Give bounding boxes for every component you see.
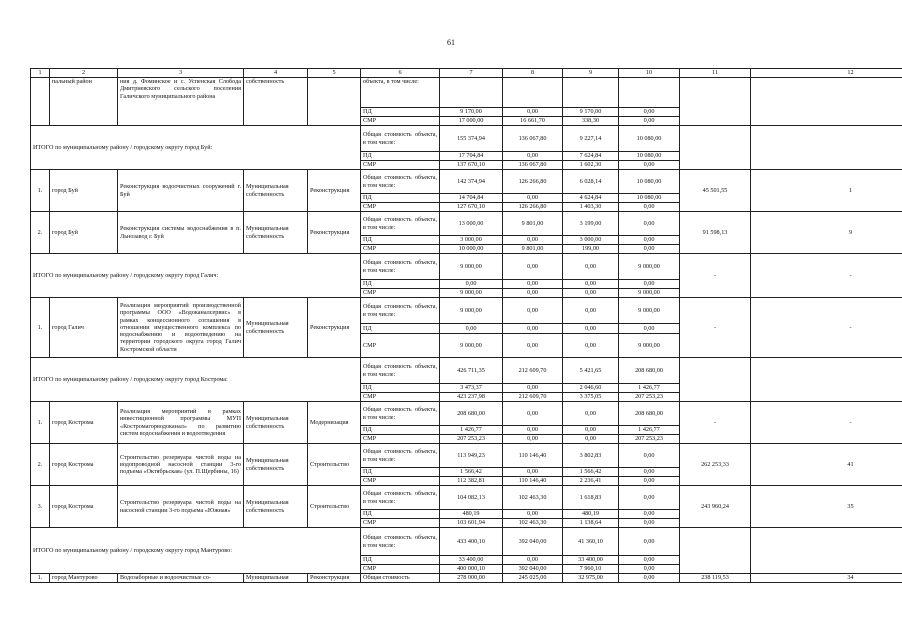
- count-cell: 34: [751, 574, 902, 583]
- value-cell: 208 680,00: [619, 358, 680, 384]
- value-cell: 110 146,40: [503, 477, 563, 486]
- value-cell: 0,00: [563, 334, 619, 358]
- investment-table: [30, 68, 902, 583]
- value-cell: 0,00: [619, 117, 680, 126]
- subtotal-row: [31, 126, 902, 152]
- value-cell: 480,19: [563, 510, 619, 519]
- value-cell: 338,30: [563, 117, 619, 126]
- value-cell: 0,00: [619, 108, 680, 117]
- subtotal-title: ИТОГО по муниципальному району / городскому округу город Мантурово:: [31, 528, 361, 574]
- value-cell: 2 046,60: [563, 384, 619, 393]
- row-number: 1.: [31, 402, 50, 444]
- value-cell: 1 138,64: [563, 519, 619, 528]
- value-cell: 0,00: [503, 435, 563, 444]
- value-cell: 208 680,00: [440, 402, 503, 426]
- header-cell: 8: [503, 69, 563, 78]
- district-cell: город Кострома: [50, 486, 118, 528]
- value-cell: 400 000,10: [440, 565, 503, 574]
- pd-label: ПД: [361, 152, 440, 161]
- subtotal-row: [31, 358, 902, 384]
- value-cell: 1 403,30: [563, 203, 619, 212]
- value-cell: 207 253,23: [619, 435, 680, 444]
- value-cell: 0,00: [503, 236, 563, 245]
- value-cell: 0,00: [563, 298, 619, 324]
- header-cell: 3: [118, 69, 244, 78]
- header-cell: 11: [680, 69, 751, 78]
- value-cell: 17 000,00: [440, 117, 503, 126]
- value-cell: 212 609,70: [503, 358, 563, 384]
- object-description: Реализация мероприятий в рамках инвестиционной программы МУП «Костромагорводоканал» по развитию систем водоснабжения и водоотведения: [118, 402, 244, 444]
- pd-label: ПД: [361, 194, 440, 203]
- value-cell: 0,00: [503, 152, 563, 161]
- capacity-cell: -: [680, 298, 751, 358]
- value-cell: 9 170,00: [563, 108, 619, 117]
- district-cell: город Буй: [50, 170, 118, 212]
- table-row: [31, 78, 902, 108]
- value-cell: 0,00: [619, 510, 680, 519]
- smr-label: СМР: [361, 393, 440, 402]
- work-type-cell: Реконструкция: [308, 212, 361, 254]
- smr-label: СМР: [361, 519, 440, 528]
- object-description: Строительство резервуара чистой воды на водопроводной насосной станции 3-го подъема «Октябрьская» (ул. П.Щербины, 16): [118, 444, 244, 486]
- value-cell: 0,00: [563, 435, 619, 444]
- value-cell: 423 237,98: [440, 393, 503, 402]
- district-cell: пальный район: [50, 78, 118, 126]
- row-number: 1.: [31, 574, 50, 583]
- object-description: Строительство резервуара чистой воды на насосной станции 3-го подъема «Южная»: [118, 486, 244, 528]
- value-cell: 245 025,00: [503, 574, 563, 583]
- value-cell: 10 080,00: [619, 170, 680, 194]
- value-cell: 0,00: [503, 108, 563, 117]
- value-cell: 13 000,00: [440, 212, 503, 236]
- pd-label: ПД: [361, 108, 440, 117]
- cost-label: объекта, в том числе:: [361, 78, 440, 108]
- value-cell: 0,00: [619, 245, 680, 254]
- subtotal-row: [31, 528, 902, 556]
- value-cell: 102 463,30: [503, 519, 563, 528]
- value-cell: 0,00: [440, 324, 503, 334]
- table-row: [31, 298, 902, 324]
- cost-label: Общая стоимость: [361, 574, 440, 583]
- pd-label: ПД: [361, 426, 440, 435]
- value-cell: 0,00: [503, 334, 563, 358]
- cost-label: Общая стоимость объекта, в том числе:: [361, 402, 440, 426]
- table-row: [31, 444, 902, 468]
- value-cell: 0,00: [503, 289, 563, 298]
- ownership-cell: собственность: [244, 78, 308, 126]
- value-cell: 0,00: [503, 510, 563, 519]
- value-cell: 0,00: [619, 556, 680, 565]
- value-cell: 0,00: [563, 280, 619, 289]
- value-cell: 1 566,42: [440, 468, 503, 477]
- table-row: [31, 402, 902, 426]
- ownership-cell: Муниципальная собственность: [244, 402, 308, 444]
- table-row: [31, 212, 902, 236]
- value-cell: 3 375,05: [563, 393, 619, 402]
- value-cell: 0,00: [619, 212, 680, 236]
- count-cell: -: [751, 298, 902, 358]
- pd-label: ПД: [361, 510, 440, 519]
- value-cell: 0,00: [563, 289, 619, 298]
- value-cell: 9 000,00: [619, 254, 680, 280]
- value-cell: 41 360,10: [563, 528, 619, 556]
- cost-label: Общая стоимость объекта, в том числе:: [361, 486, 440, 510]
- value-cell: 208 680,00: [619, 402, 680, 426]
- value-cell: 0,00: [619, 236, 680, 245]
- value-cell: 3 802,83: [563, 444, 619, 468]
- value-cell: 207 253,23: [619, 393, 680, 402]
- value-cell: 0,00: [503, 280, 563, 289]
- value-cell: 426 711,35: [440, 358, 503, 384]
- value-cell: 480,19: [440, 510, 503, 519]
- district-cell: город Мантурово: [50, 574, 118, 583]
- value-cell: 9 000,00: [619, 289, 680, 298]
- table-row: [31, 170, 902, 194]
- value-cell: 0,00: [619, 280, 680, 289]
- pd-label: ПД: [361, 236, 440, 245]
- value-cell: 3 199,00: [563, 212, 619, 236]
- value-cell: 1 426,77: [619, 426, 680, 435]
- value-cell: 0,00: [503, 384, 563, 393]
- value-cell: 207 253,23: [440, 435, 503, 444]
- value-cell: 0,00: [563, 402, 619, 426]
- value-cell: 9 000,00: [440, 289, 503, 298]
- row-number: 1.: [31, 298, 50, 358]
- cost-label: Общая стоимость объекта, в том числе:: [361, 170, 440, 194]
- value-cell: 9 000,00: [619, 334, 680, 358]
- work-type-cell: Строительство: [308, 444, 361, 486]
- header-cell: 7: [440, 69, 503, 78]
- value-cell: 0,00: [619, 203, 680, 212]
- value-cell: 33 400,00: [563, 556, 619, 565]
- object-description: Реконструкция системы водоснабжения в п. Льнозавод г. Буй: [118, 212, 244, 254]
- header-cell: 12: [751, 69, 902, 78]
- value-cell: 7 624,84: [563, 152, 619, 161]
- value-cell: 0,00: [503, 426, 563, 435]
- header-cell: 4: [244, 69, 308, 78]
- value-cell: 7 960,10: [563, 565, 619, 574]
- count-cell: -: [751, 402, 902, 444]
- work-type-cell: Строительство: [308, 486, 361, 528]
- count-cell: 9: [751, 212, 902, 254]
- value-cell: 113 949,23: [440, 444, 503, 468]
- subtotal-title: ИТОГО по муниципальному району / городскому округу город Галич:: [31, 254, 361, 298]
- value-cell: 103 601,94: [440, 519, 503, 528]
- value-cell: 1 618,83: [563, 486, 619, 510]
- ownership-cell: Муниципальная собственность: [244, 486, 308, 528]
- value-cell: 6 028,14: [563, 170, 619, 194]
- value-cell: 9 170,00: [440, 108, 503, 117]
- object-description: Реконструкция водоочистных сооружений г. Буй: [118, 170, 244, 212]
- value-cell: 9 227,14: [563, 126, 619, 152]
- value-cell: 16 661,70: [503, 117, 563, 126]
- cost-label: Общая стоимость объекта, в том числе:: [361, 298, 440, 324]
- value-cell: 0,00: [619, 574, 680, 583]
- capacity-cell: 238 119,53: [680, 574, 751, 583]
- value-cell: 127 670,10: [440, 203, 503, 212]
- value-cell: 2 236,41: [563, 477, 619, 486]
- work-type-cell: Модернизация: [308, 402, 361, 444]
- value-cell: 199,00: [563, 245, 619, 254]
- value-cell: 9 000,00: [440, 254, 503, 280]
- value-cell: 136 067,80: [503, 126, 563, 152]
- district-cell: город Кострома: [50, 402, 118, 444]
- value-cell: 104 082,13: [440, 486, 503, 510]
- value-cell: 9 801,00: [503, 245, 563, 254]
- value-cell: 126 266,80: [503, 170, 563, 194]
- cost-label: Общая стоимость объекта, в том числе:: [361, 358, 440, 384]
- value-cell: 110 146,40: [503, 444, 563, 468]
- value-cell: 0,00: [619, 528, 680, 556]
- object-description: Реализация мероприятий производственной программы ООО «Водоканалсервис» в рамках концессионного соглашения в отношении имущественного комплекса по водоснабжению и водоотведению на территории городского округа город Галич Костромской области: [118, 298, 244, 358]
- capacity-cell: 91 598,13: [680, 212, 751, 254]
- value-cell: 9 000,00: [619, 298, 680, 324]
- value-cell: 0,00: [619, 519, 680, 528]
- value-cell: 17 704,84: [440, 152, 503, 161]
- value-cell: 0,00: [503, 556, 563, 565]
- value-cell: 0,00: [503, 254, 563, 280]
- value-cell: 0,00: [563, 254, 619, 280]
- value-cell: 0,00: [440, 280, 503, 289]
- value-cell: 278 000,00: [440, 574, 503, 583]
- count-cell: 1: [751, 170, 902, 212]
- row-number: 2.: [31, 444, 50, 486]
- pd-label: ПД: [361, 556, 440, 565]
- capacity-cell: 243 960,24: [680, 486, 751, 528]
- value-cell: 0,00: [503, 402, 563, 426]
- smr-label: СМР: [361, 334, 440, 358]
- table-row: [31, 574, 902, 583]
- header-cell: 6: [361, 69, 440, 78]
- value-cell: 9 801,00: [503, 212, 563, 236]
- value-cell: 1 426,77: [440, 426, 503, 435]
- smr-label: СМР: [361, 203, 440, 212]
- ownership-cell: Муниципальная собственность: [244, 298, 308, 358]
- work-type-cell: Реконструкция: [308, 298, 361, 358]
- value-cell: 3 000,00: [440, 236, 503, 245]
- value-cell: 0,00: [619, 486, 680, 510]
- header-cell: 5: [308, 69, 361, 78]
- cost-label: Общая стоимость объекта, в том числе:: [361, 528, 440, 556]
- header-cell: 9: [563, 69, 619, 78]
- table-row: [31, 486, 902, 510]
- capacity-cell: 45 501,55: [680, 170, 751, 212]
- district-cell: город Буй: [50, 212, 118, 254]
- ownership-cell: Муниципальная собственность: [244, 444, 308, 486]
- work-type-cell: Реконструкция: [308, 170, 361, 212]
- subtotal-title: ИТОГО по муниципальному району / городскому округу город Буй:: [31, 126, 361, 170]
- value-cell: 1 566,42: [563, 468, 619, 477]
- ownership-cell: Муниципальная собственность: [244, 212, 308, 254]
- value-cell: 212 609,70: [503, 393, 563, 402]
- value-cell: 0,00: [563, 324, 619, 334]
- smr-label: СМР: [361, 477, 440, 486]
- value-cell: 0,00: [503, 298, 563, 324]
- count-cell: 35: [751, 486, 902, 528]
- value-cell: 0,00: [619, 324, 680, 334]
- value-cell: 4 624,84: [563, 194, 619, 203]
- district-cell: город Галич: [50, 298, 118, 358]
- count-cell: -: [751, 254, 902, 298]
- header-cell: 1: [31, 69, 50, 78]
- value-cell: 392 040,00: [503, 528, 563, 556]
- value-cell: 142 374,94: [440, 170, 503, 194]
- pd-label: ПД: [361, 468, 440, 477]
- cost-label: Общая стоимость объекта, в том числе:: [361, 126, 440, 152]
- value-cell: 32 975,00: [563, 574, 619, 583]
- value-cell: 3 000,00: [563, 236, 619, 245]
- pd-label: ПД: [361, 324, 440, 334]
- value-cell: 9 000,00: [440, 334, 503, 358]
- capacity-cell: -: [680, 402, 751, 444]
- cost-label: Общая стоимость объекта, в том числе:: [361, 254, 440, 280]
- subtotal-title: ИТОГО по муниципальному району / городскому округу город Кострома:: [31, 358, 361, 402]
- value-cell: 1 426,77: [619, 384, 680, 393]
- pd-label: ПД: [361, 384, 440, 393]
- object-description: ния д. Фоминское и с. Успенская Слобода Дмитриевского сельского поселения Галичского муниципального района: [118, 78, 244, 126]
- value-cell: 0,00: [619, 468, 680, 477]
- value-cell: 112 382,81: [440, 477, 503, 486]
- pd-label: ПД: [361, 280, 440, 289]
- subtotal-row: [31, 254, 902, 280]
- object-description: Водозаборные и водоочистные со-: [118, 574, 244, 583]
- row-number: 3.: [31, 486, 50, 528]
- value-cell: 0,00: [503, 468, 563, 477]
- value-cell: 10 080,00: [619, 126, 680, 152]
- capacity-cell: 262 253,33: [680, 444, 751, 486]
- header-cell: 10: [619, 69, 680, 78]
- value-cell: 392 040,00: [503, 565, 563, 574]
- cost-label: Общая стоимость объекта, в том числе:: [361, 444, 440, 468]
- ownership-cell: Муниципальная собственность: [244, 170, 308, 212]
- smr-label: СМР: [361, 435, 440, 444]
- value-cell: 0,00: [563, 426, 619, 435]
- smr-label: СМР: [361, 565, 440, 574]
- smr-label: СМР: [361, 161, 440, 170]
- value-cell: 5 421,65: [563, 358, 619, 384]
- header-row: [31, 69, 902, 78]
- smr-label: СМР: [361, 289, 440, 298]
- value-cell: 0,00: [619, 565, 680, 574]
- value-cell: 3 473,37: [440, 384, 503, 393]
- work-type-cell: Реконструкция: [308, 574, 361, 583]
- value-cell: 10 080,00: [619, 152, 680, 161]
- header-cell: 2: [50, 69, 118, 78]
- row-number: 2.: [31, 212, 50, 254]
- page-number: 61: [447, 38, 455, 47]
- smr-label: СМР: [361, 245, 440, 254]
- value-cell: 9 000,00: [440, 298, 503, 324]
- value-cell: 33 400,00: [440, 556, 503, 565]
- value-cell: 137 670,10: [440, 161, 503, 170]
- value-cell: 0,00: [503, 194, 563, 203]
- value-cell: 155 374,94: [440, 126, 503, 152]
- value-cell: 14 704,84: [440, 194, 503, 203]
- value-cell: 0,00: [619, 477, 680, 486]
- value-cell: 102 463,30: [503, 486, 563, 510]
- count-cell: 41: [751, 444, 902, 486]
- value-cell: 1 602,30: [563, 161, 619, 170]
- value-cell: 0,00: [619, 161, 680, 170]
- capacity-cell: -: [680, 254, 751, 298]
- value-cell: 0,00: [619, 444, 680, 468]
- value-cell: 10 000,00: [440, 245, 503, 254]
- value-cell: 126 266,80: [503, 203, 563, 212]
- value-cell: 0,00: [503, 324, 563, 334]
- value-cell: 10 080,00: [619, 194, 680, 203]
- smr-label: СМР: [361, 117, 440, 126]
- cost-label: Общая стоимость объекта, в том числе:: [361, 212, 440, 236]
- row-number: 1.: [31, 170, 50, 212]
- value-cell: 433 400,10: [440, 528, 503, 556]
- district-cell: город Кострома: [50, 444, 118, 486]
- value-cell: 136 067,80: [503, 161, 563, 170]
- ownership-cell: Муниципальная: [244, 574, 308, 583]
